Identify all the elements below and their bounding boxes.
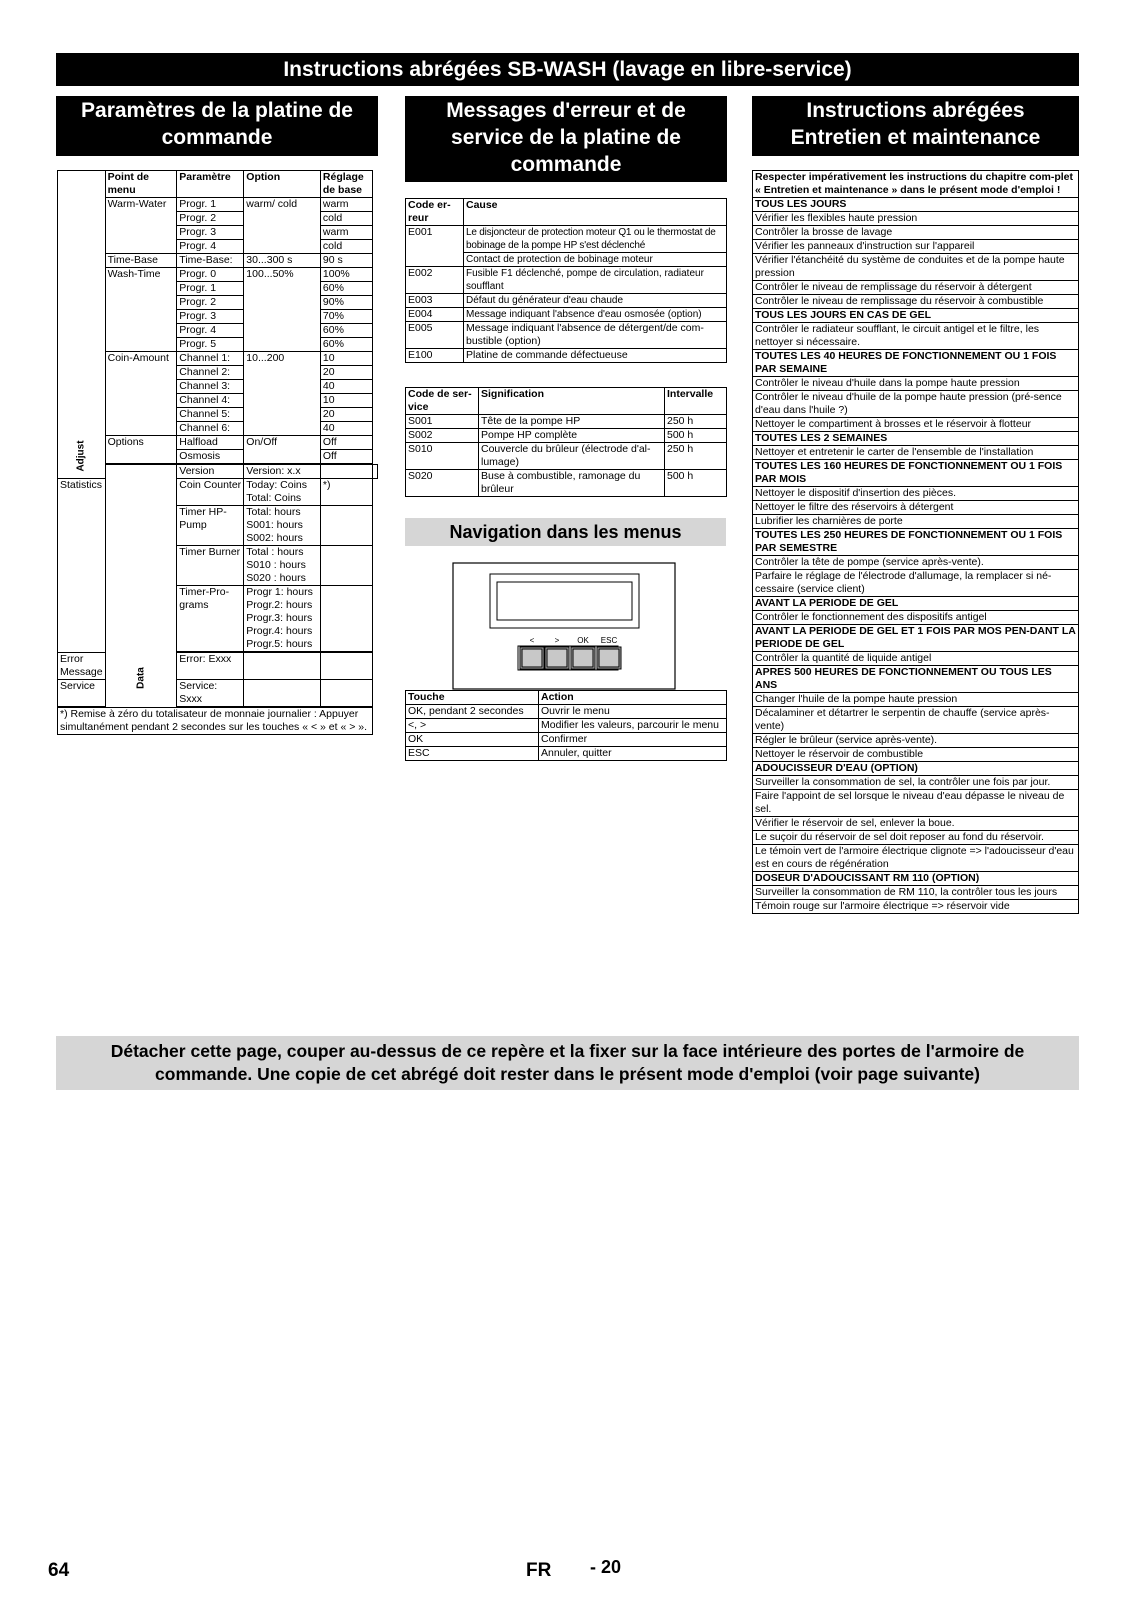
- param-cell: Halfload: [177, 436, 244, 450]
- maintenance-task: Contrôler la brosse de lavage: [753, 226, 1079, 240]
- data-side-cell: [105, 465, 177, 708]
- service-interval: 250 h: [665, 443, 727, 470]
- maintenance-heading-row: [753, 872, 1079, 886]
- maintenance-task-row: [753, 377, 1079, 391]
- table-row: [406, 349, 727, 363]
- maintenance-task-row: [753, 487, 1079, 501]
- table-row: [406, 429, 727, 443]
- main-title: Instructions abrégées SB-WASH (lavage en libre-service): [56, 53, 1079, 86]
- service-interval: 500 h: [665, 429, 727, 443]
- key-right: [545, 647, 569, 669]
- maintenance-task-row: [753, 501, 1079, 515]
- maintenance-heading: Respecter impérativement les instructions du chapitre com-plet « Entretien et maintenance » dans le présent mode d'emploi !: [753, 171, 1079, 198]
- maintenance-table: [752, 170, 1079, 914]
- service-header-cell: Signification: [479, 388, 665, 415]
- key-label-ok: OK: [577, 636, 589, 645]
- error-cause: Défaut du générateur d'eau chaude: [464, 294, 727, 308]
- service-header-cell: Intervalle: [665, 388, 727, 415]
- table-row: [406, 226, 727, 253]
- error-header-cell: Cause: [464, 199, 727, 226]
- service-code: S020: [406, 470, 479, 497]
- default-cell: warm: [320, 226, 372, 240]
- table-row: [58, 198, 378, 212]
- maintenance-task: Nettoyer le réservoir de combustible: [753, 748, 1079, 762]
- maintenance-task: Contrôler le fonctionnement des dispositifs antigel: [753, 611, 1079, 625]
- param-cell: Timer-Pro-grams: [177, 586, 244, 652]
- key-label-right: >: [554, 636, 560, 645]
- table-row: [406, 705, 727, 719]
- maintenance-task-row: [753, 323, 1079, 350]
- maintenance-task: Contrôler le niveau d'huile de la pompe haute pression (pré-sence d'eau dans l'huile ?): [753, 391, 1079, 418]
- col2-title-line1: Messages d'erreur et de: [446, 99, 686, 122]
- error-cause: Platine de commande défectueuse: [464, 349, 727, 363]
- param-cell: Progr. 2: [177, 296, 244, 310]
- option-cell: Total : hours S010 : hours S020 : hours: [244, 546, 321, 586]
- maintenance-heading-row: [753, 529, 1079, 556]
- service-code: S002: [406, 429, 479, 443]
- menu-wash-time: Wash-Time: [105, 268, 177, 352]
- maintenance-task: Faire l'appoint de sel lorsque le niveau d'eau dépasse le niveau de sel.: [753, 790, 1079, 817]
- maintenance-task: Nettoyer et entretenir le carter de l'ensemble de l'installation: [753, 446, 1079, 460]
- error-cause: Message indiquant l'absence d'eau osmosée (option): [464, 308, 727, 322]
- maintenance-heading: TOUS LES JOURS EN CAS DE GEL: [753, 309, 1079, 323]
- key-action: Modifier les valeurs, parcourir le menu: [539, 719, 727, 733]
- param-cell: Progr. 4: [177, 324, 244, 338]
- param-cell: Progr. 4: [177, 240, 244, 254]
- maintenance-task-row: [753, 212, 1079, 226]
- param-cell: Channel 2:: [177, 366, 244, 380]
- key-action: Ouvrir le menu: [539, 705, 727, 719]
- option-cell: On/Off: [244, 436, 321, 464]
- option-cell: Total: hours S001: hours S002: hours: [244, 506, 321, 546]
- maintenance-task: Contrôler le radiateur soufflant, le circuit antigel et le filtre, les nettoyer si nécessaire.: [753, 323, 1079, 350]
- param-cell: Channel 3:: [177, 380, 244, 394]
- error-cause: Le disjoncteur de protection moteur Q1 ou le thermostat de bobinage de la pompe HP s'est déclenché: [464, 226, 727, 253]
- default-cell: cold: [320, 240, 372, 254]
- adjust-side-cell: [58, 198, 106, 479]
- table-row: [58, 268, 378, 282]
- menu-warm-water: Warm-Water: [105, 198, 177, 254]
- maintenance-task-row: [753, 748, 1079, 762]
- default-cell: 10: [320, 394, 372, 408]
- maintenance-task: Vérifier les panneaux d'instruction sur l'appareil: [753, 240, 1079, 254]
- key-action: Annuler, quitter: [539, 747, 727, 761]
- table-row: [406, 733, 727, 747]
- maintenance-task-row: [753, 900, 1079, 914]
- maintenance-heading-row: [753, 625, 1079, 652]
- option-cell: Progr 1: hours Progr.2: hours Progr.3: hours Progr.4: hours Progr.5: hours: [244, 586, 321, 652]
- key-name: OK, pendant 2 secondes: [406, 705, 539, 719]
- default-cell: 90%: [320, 296, 372, 310]
- maintenance-task: Contrôler la tête de pompe (service après-vente).: [753, 556, 1079, 570]
- maintenance-task: Changer l'huile de la pompe haute pression: [753, 693, 1079, 707]
- maintenance-task: Nettoyer le filtre des réservoirs à détergent: [753, 501, 1079, 515]
- page-number: 64: [48, 1560, 70, 1581]
- maintenance-heading: APRES 500 HEURES DE FONCTIONNEMENT OU TOUS LES ANS: [753, 666, 1079, 693]
- param-cell: Timer HP-Pump: [177, 506, 244, 546]
- maintenance-heading-row: [753, 198, 1079, 212]
- keys-header-row: [406, 691, 727, 705]
- key-action: Confirmer: [539, 733, 727, 747]
- param-cell: Osmosis: [177, 450, 244, 464]
- option-cell: 100...50%: [244, 268, 321, 352]
- service-header-row: [406, 388, 727, 415]
- key-name: <, >: [406, 719, 539, 733]
- maintenance-task-row: [753, 295, 1079, 309]
- maintenance-heading-row: [753, 762, 1079, 776]
- param-cell: Progr. 2: [177, 212, 244, 226]
- default-cell: Off: [320, 436, 372, 450]
- maintenance-task-row: [753, 652, 1079, 666]
- maintenance-task: Parfaire le réglage de l'électrode d'allumage, la remplacer si né-cessaire (service client): [753, 570, 1079, 597]
- maintenance-task: Contrôler le niveau de remplissage du réservoir à combustible: [753, 295, 1079, 309]
- default-cell: cold: [320, 212, 372, 226]
- param-cell: Progr. 5: [177, 338, 244, 352]
- col2-title-line2: service de la platine de: [451, 126, 681, 149]
- param-cell: Service: Sxxx: [177, 680, 244, 707]
- maintenance-task-row: [753, 556, 1079, 570]
- default-cell: *): [320, 479, 372, 506]
- service-code: S010: [406, 443, 479, 470]
- service-meaning: Couvercle du brûleur (électrode d'al-lumage): [479, 443, 665, 470]
- maintenance-task: Vérifier les flexibles haute pression: [753, 212, 1079, 226]
- col1-title-line1: Paramètres de la platine de: [81, 99, 353, 122]
- maintenance-task-row: [753, 570, 1079, 597]
- error-codes-table: [405, 198, 727, 363]
- service-meaning: Buse à combustible, ramonage du brûleur: [479, 470, 665, 497]
- maintenance-task: Contrôler la quantité de liquide antigel: [753, 652, 1079, 666]
- maintenance-heading: AVANT LA PERIODE DE GEL: [753, 597, 1079, 611]
- display-screen: [497, 582, 632, 620]
- col2-title-line3: commande: [510, 153, 622, 176]
- default-cell: 70%: [320, 310, 372, 324]
- data-label: Data: [135, 667, 147, 689]
- param-cell: Coin Counter: [177, 479, 244, 506]
- maintenance-heading: TOUS LES JOURS: [753, 198, 1079, 212]
- param-cell: Version: x.x: [244, 465, 321, 479]
- key-label-esc: ESC: [600, 636, 618, 645]
- param-cell: Progr. 3: [177, 226, 244, 240]
- adjust-label: Adjust: [75, 439, 87, 472]
- error-code: E003: [406, 294, 464, 308]
- menu-service: Service: [58, 680, 106, 707]
- param-cell: Progr. 3: [177, 310, 244, 324]
- maintenance-task-row: [753, 515, 1079, 529]
- maintenance-task: Surveiller la consommation de sel, la contrôler une fois par jour.: [753, 776, 1079, 790]
- default-cell: 40: [320, 422, 372, 436]
- default-cell: Off: [320, 450, 372, 464]
- maintenance-heading: TOUTES LES 40 HEURES DE FONCTIONNEMENT OU 1 FOIS PAR SEMAINE: [753, 350, 1079, 377]
- error-code: E005: [406, 322, 464, 349]
- key-label-left: <: [529, 636, 535, 645]
- maintenance-heading: ADOUCISSEUR D'EAU (OPTION): [753, 762, 1079, 776]
- col1-title-line2: commande: [161, 126, 273, 149]
- error-code: E004: [406, 308, 464, 322]
- maintenance-task: Régler le brûleur (service après-vente).: [753, 734, 1079, 748]
- menu-options: Options: [105, 436, 177, 464]
- maintenance-task-row: [753, 391, 1079, 418]
- table-row: [406, 747, 727, 761]
- default-cell: 20: [320, 408, 372, 422]
- param-cell: Progr. 0: [177, 268, 244, 282]
- table-row: [58, 465, 378, 479]
- maintenance-heading: TOUTES LES 250 HEURES DE FONCTIONNEMENT OU 1 FOIS PAR SEMESTRE: [753, 529, 1079, 556]
- params-header-row: [58, 171, 378, 198]
- param-cell: Channel 5:: [177, 408, 244, 422]
- option-cell: 10...200: [244, 352, 321, 436]
- service-header-cell: Code de ser-vice: [406, 388, 479, 415]
- option-cell: Today: Coins Total: Coins: [244, 479, 321, 506]
- maintenance-task-row: [753, 776, 1079, 790]
- maintenance-task-row: [753, 611, 1079, 625]
- param-cell: Progr. 1: [177, 198, 244, 212]
- param-cell: Error: Exxx: [177, 653, 244, 680]
- maintenance-heading: DOSEUR D'ADOUCISSANT RM 110 (OPTION): [753, 872, 1079, 886]
- params-header-cell: Réglage de base: [320, 171, 372, 198]
- sub-page-number: - 20: [590, 1557, 622, 1577]
- keys-header-cell: Touche: [406, 691, 539, 705]
- menu-coin-amount: Coin-Amount: [105, 352, 177, 436]
- service-interval: 250 h: [665, 415, 727, 429]
- params-header-cell: Paramètre: [177, 171, 244, 198]
- menu-version: Version: [177, 465, 244, 479]
- table-row: [58, 352, 378, 366]
- maintenance-task-row: [753, 281, 1079, 295]
- maintenance-heading: TOUTES LES 160 HEURES DE FONCTIONNEMENT OU 1 FOIS PAR MOIS: [753, 460, 1079, 487]
- detach-note-line1: Détacher cette page, couper au-dessus de ce repère et la fixer sur la face intérieure des portes de l'armoire de: [110, 1041, 1025, 1061]
- maintenance-task: Lubrifier les charnières de porte: [753, 515, 1079, 529]
- maintenance-task-row: [753, 240, 1079, 254]
- default-cell: 90 s: [320, 254, 372, 268]
- param-cell: Time-Base:: [177, 254, 244, 268]
- option-cell: 30...300 s: [244, 254, 321, 268]
- default-cell: 20: [320, 366, 372, 380]
- param-cell: Channel 1:: [177, 352, 244, 366]
- service-meaning: Tête de la pompe HP: [479, 415, 665, 429]
- language-code: FR: [526, 1560, 552, 1581]
- menu-time-base: Time-Base: [105, 254, 177, 268]
- error-code: E001: [406, 226, 464, 267]
- maintenance-task: Décalaminer et détartrer le serpentin de chauffe (service après-vente): [753, 707, 1079, 734]
- detach-note-line2: commande. Une copie de cet abrégé doit rester dans le présent mode d'emploi (voir page suivante): [155, 1064, 980, 1084]
- maintenance-heading: TOUTES LES 2 SEMAINES: [753, 432, 1079, 446]
- maintenance-heading: AVANT LA PERIODE DE GEL ET 1 FOIS PAR MOS PEN-DANT LA PERIODE DE GEL: [753, 625, 1079, 652]
- table-row: [406, 308, 727, 322]
- table-row: [406, 719, 727, 733]
- maintenance-task-row: [753, 734, 1079, 748]
- default-cell: 60%: [320, 338, 372, 352]
- service-interval: 500 h: [665, 470, 727, 497]
- maintenance-heading-row: [753, 309, 1079, 323]
- maintenance-task: Vérifier l'étanchéité du système de conduites et de la pompe haute pression: [753, 254, 1079, 281]
- maintenance-heading-row: [753, 460, 1079, 487]
- col2-title: [405, 96, 727, 182]
- maintenance-task-row: [753, 446, 1079, 460]
- maintenance-task-row: [753, 418, 1079, 432]
- param-cell: Timer Burner: [177, 546, 244, 586]
- error-code: E100: [406, 349, 464, 363]
- service-code: S001: [406, 415, 479, 429]
- key-esc: [597, 647, 621, 669]
- maintenance-task: Contrôler le niveau de remplissage du réservoir à détergent: [753, 281, 1079, 295]
- maintenance-task-row: [753, 817, 1079, 831]
- table-row: [406, 267, 727, 294]
- maintenance-task: Nettoyer le dispositif d'insertion des pièces.: [753, 487, 1079, 501]
- maintenance-task: Le témoin vert de l'armoire électrique clignote => l'adoucisseur d'eau est en cours de régénération: [753, 845, 1079, 872]
- error-cause: Fusible F1 déclenché, pompe de circulation, radiateur soufflant: [464, 267, 727, 294]
- col3-title-line2: Entretien et maintenance: [790, 126, 1041, 149]
- maintenance-task: Surveiller la consommation de RM 110, la contrôler tous les jours: [753, 886, 1079, 900]
- maintenance-task: Contrôler le niveau d'huile dans la pompe haute pression: [753, 377, 1079, 391]
- maintenance-task: Témoin rouge sur l'armoire électrique => réservoir vide: [753, 900, 1079, 914]
- params-header-cell: Point de menu: [105, 171, 177, 198]
- maintenance-task-row: [753, 886, 1079, 900]
- control-panel-diagram: [452, 562, 676, 690]
- table-row: [406, 294, 727, 308]
- default-cell: 100%: [320, 268, 372, 282]
- maintenance-task-row: [753, 707, 1079, 734]
- table-row: [406, 470, 727, 497]
- maintenance-task-row: [753, 226, 1079, 240]
- error-code: E002: [406, 267, 464, 294]
- keys-header-cell: Action: [539, 691, 727, 705]
- menu-error: Error Message: [58, 653, 106, 680]
- maintenance-task-row: [753, 790, 1079, 817]
- default-cell: 60%: [320, 324, 372, 338]
- maintenance-heading-row: [753, 666, 1079, 693]
- key-name: ESC: [406, 747, 539, 761]
- maintenance-heading-row: [753, 171, 1079, 198]
- option-cell: warm/ cold: [244, 198, 321, 254]
- keys-table: [405, 690, 727, 761]
- error-cause: Message indiquant l'absence de détergent/de com-bustible (option): [464, 322, 727, 349]
- footnote-row: [58, 708, 378, 735]
- col3-title-line1: Instructions abrégées: [806, 99, 1025, 122]
- error-cause: Contact de protection de bobinage moteur: [464, 253, 727, 267]
- table-row: [406, 415, 727, 429]
- maintenance-heading-row: [753, 350, 1079, 377]
- table-row: [406, 322, 727, 349]
- menu-statistics: Statistics: [58, 479, 106, 653]
- param-cell: Channel 6:: [177, 422, 244, 436]
- maintenance-task-row: [753, 845, 1079, 872]
- maintenance-heading-row: [753, 432, 1079, 446]
- col1-title: [56, 96, 378, 156]
- error-header-cell: Code er-reur: [406, 199, 464, 226]
- error-header-row: [406, 199, 727, 226]
- detach-note: [56, 1036, 1079, 1090]
- maintenance-heading-row: [753, 597, 1079, 611]
- params-table: [57, 170, 378, 735]
- param-cell: Channel 4:: [177, 394, 244, 408]
- table-row: [58, 254, 378, 268]
- params-header-cell: Option: [244, 171, 321, 198]
- service-codes-table: [405, 387, 727, 497]
- default-cell: 10: [320, 352, 372, 366]
- reset-footnote: *) Remise à zéro du totalisateur de monnaie journalier : Appuyer simultanément pendant 2 secondes sur les touches « < » et « > ».: [58, 708, 373, 735]
- table-row: [406, 443, 727, 470]
- key-left: [520, 647, 544, 669]
- key-name: OK: [406, 733, 539, 747]
- maintenance-task-row: [753, 693, 1079, 707]
- service-meaning: Pompe HP complète: [479, 429, 665, 443]
- maintenance-task-row: [753, 831, 1079, 845]
- default-cell: 40: [320, 380, 372, 394]
- default-cell: warm: [320, 198, 372, 212]
- col3-title: [752, 96, 1079, 156]
- key-ok: [571, 647, 595, 669]
- table-row: [58, 436, 378, 450]
- maintenance-task: Nettoyer le compartiment à brosses et le réservoir à flotteur: [753, 418, 1079, 432]
- maintenance-task: Vérifier le réservoir de sel, enlever la boue.: [753, 817, 1079, 831]
- param-cell: Progr. 1: [177, 282, 244, 296]
- maintenance-task-row: [753, 254, 1079, 281]
- navigation-title: Navigation dans les menus: [405, 518, 726, 546]
- default-cell: 60%: [320, 282, 372, 296]
- maintenance-task: Le suçoir du réservoir de sel doit reposer au fond du réservoir.: [753, 831, 1079, 845]
